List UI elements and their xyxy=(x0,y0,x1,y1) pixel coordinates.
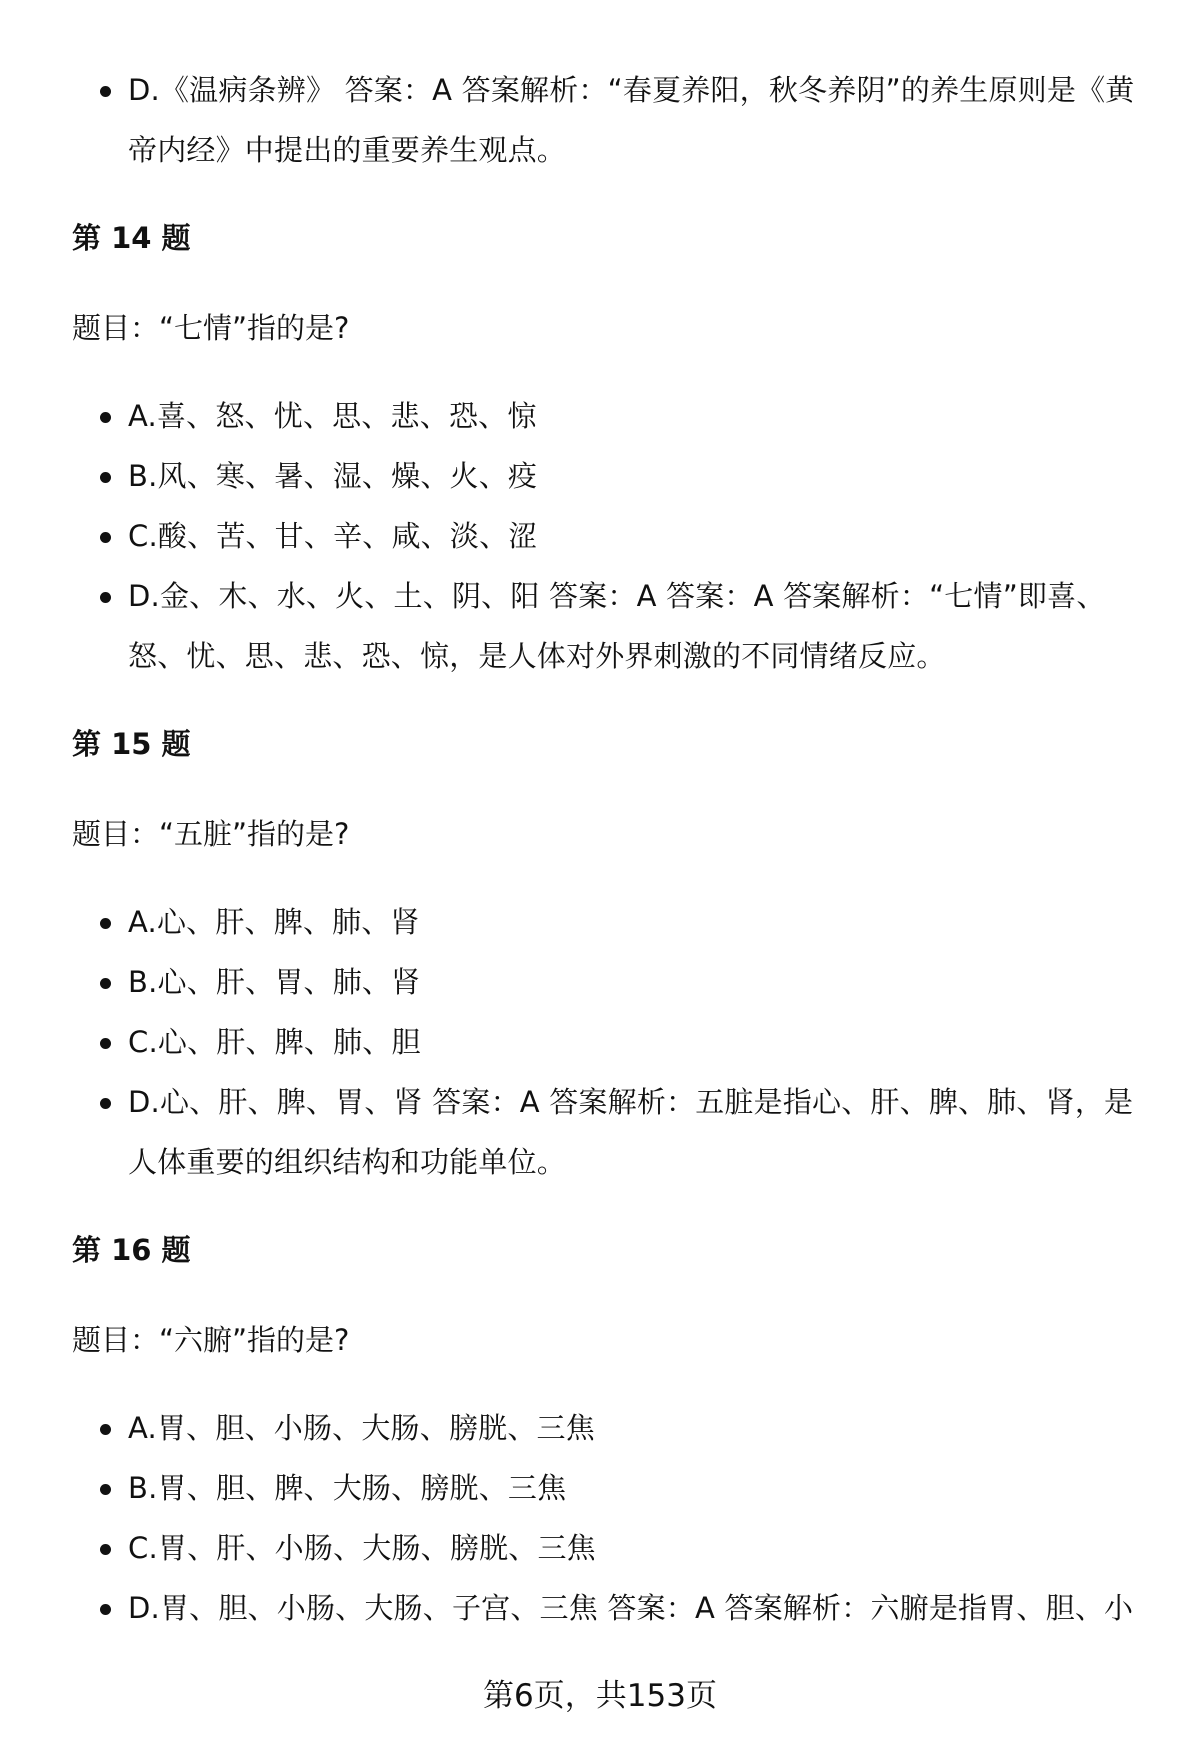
q14-option-c: C.酸、苦、甘、辛、咸、淡、涩 xyxy=(128,506,1148,566)
question-15-heading: 第 15 题 xyxy=(72,727,191,761)
q16-option-d: D.胃、胆、小肠、大肠、子宫、三焦 答案：A 答案解析：六腑是指胃、胆、小 xyxy=(128,1578,1148,1638)
q15-option-d: D.心、肝、脾、胃、肾 答案：A 答案解析：五脏是指心、肝、脾、肺、肾，是人体重要的组织结构和功能单位。 xyxy=(128,1072,1148,1192)
question-16-text: 题目：“六腑”指的是? xyxy=(72,1323,350,1357)
q15-option-c: C.心、肝、脾、肺、胆 xyxy=(128,1012,1148,1072)
q14-option-a: A.喜、怒、忧、思、悲、恐、惊 xyxy=(128,386,1148,446)
question-14-text: 题目：“七情”指的是? xyxy=(72,311,350,345)
q15-option-a: A.心、肝、脾、肺、肾 xyxy=(128,892,1148,952)
q15-option-b: B.心、肝、胃、肺、肾 xyxy=(128,952,1148,1012)
question-16-heading: 第 16 题 xyxy=(72,1233,191,1267)
question-15-text: 题目：“五脏”指的是? xyxy=(72,817,350,851)
q14-option-d: D.金、木、水、火、土、阴、阳 答案：A 答案：A 答案解析：“七情”即喜、怒、忧、思、悲、恐、惊，是人体对外界刺激的不同情绪反应。 xyxy=(128,566,1148,686)
q16-option-c: C.胃、肝、小肠、大肠、膀胱、三焦 xyxy=(128,1518,1148,1578)
q16-option-a: A.胃、胆、小肠、大肠、膀胱、三焦 xyxy=(128,1398,1148,1458)
q16-option-b: B.胃、胆、脾、大肠、膀胱、三焦 xyxy=(128,1458,1148,1518)
question-14-heading: 第 14 题 xyxy=(72,221,191,255)
page-number-footer: 第6页，共153页 xyxy=(483,1678,717,1714)
prev-option-d: D.《温病条辨》 答案：A 答案解析：“春夏养阳，秋冬养阴”的养生原则是《黄帝内经》中提出的重要养生观点。 xyxy=(128,60,1148,180)
q14-option-b: B.风、寒、暑、湿、燥、火、疫 xyxy=(128,446,1148,506)
